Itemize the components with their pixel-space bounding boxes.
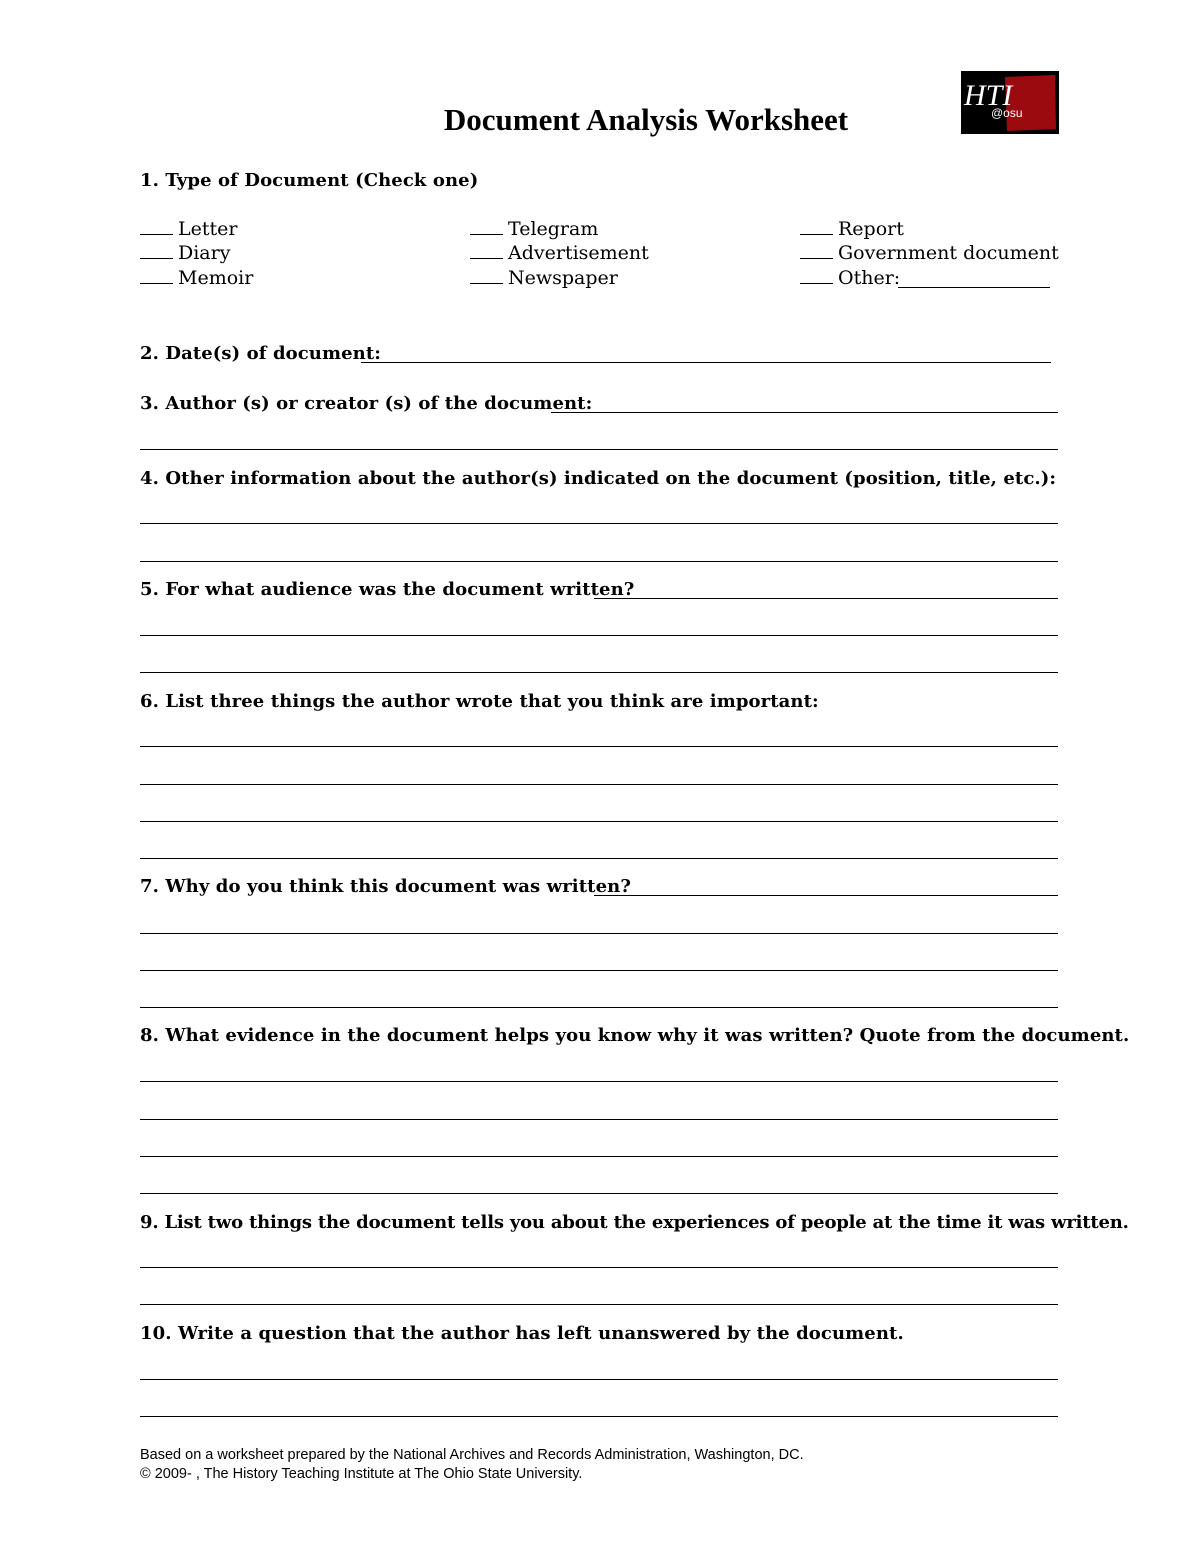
question-5-label: 5. For what audience was the document written? <box>140 579 635 600</box>
answer-line[interactable] <box>140 970 1058 971</box>
answer-line[interactable] <box>140 1267 1058 1268</box>
footer-copyright: © 2009- , The History Teaching Institute at The Ohio State University. <box>140 1466 583 1482</box>
answer-line[interactable] <box>140 1119 1058 1120</box>
answer-line[interactable] <box>140 449 1058 450</box>
answer-line[interactable] <box>140 1193 1058 1194</box>
check-blank[interactable] <box>470 220 503 235</box>
answer-line[interactable] <box>140 746 1058 747</box>
question-10-label: 10. Write a question that the author has left unanswered by the document. <box>140 1323 904 1344</box>
audience-answer-line[interactable] <box>594 598 1058 599</box>
answer-line[interactable] <box>140 784 1058 785</box>
question-4-label: 4. Other information about the author(s) indicated on the document (position, title, etc.): <box>140 468 1057 489</box>
question-6-label: 6. List three things the author wrote that you think are important: <box>140 691 819 712</box>
logo-text: HTI <box>964 79 1013 112</box>
answer-line[interactable] <box>140 523 1058 524</box>
answer-line[interactable] <box>140 561 1058 562</box>
answer-line[interactable] <box>140 1156 1058 1157</box>
option-letter[interactable]: Letter <box>140 218 237 240</box>
question-3-label: 3. Author (s) or creator (s) of the document: <box>140 393 593 414</box>
hti-logo <box>961 71 1059 134</box>
question-2-label: 2. Date(s) of document: <box>140 343 382 364</box>
option-report[interactable]: Report <box>800 218 904 240</box>
author-answer-line[interactable] <box>551 412 1058 413</box>
option-memoir[interactable]: Memoir <box>140 267 253 289</box>
check-blank[interactable] <box>140 220 173 235</box>
option-newspaper[interactable]: Newspaper <box>470 267 618 289</box>
option-other[interactable]: Other: <box>800 267 900 289</box>
check-blank[interactable] <box>800 269 833 284</box>
check-blank[interactable] <box>470 269 503 284</box>
page-title: Document Analysis Worksheet <box>443 102 849 137</box>
option-government-document[interactable]: Government document <box>800 242 1059 264</box>
check-blank[interactable] <box>800 220 833 235</box>
question-9-label: 9. List two things the document tells you about the experiences of people at the time it was written. <box>140 1212 1129 1233</box>
check-blank[interactable] <box>140 269 173 284</box>
option-advertisement[interactable]: Advertisement <box>470 242 649 264</box>
question-8-label: 8. What evidence in the document helps you know why it was written? Quote from the document. <box>140 1025 1130 1046</box>
answer-line[interactable] <box>140 1007 1058 1008</box>
answer-line[interactable] <box>140 858 1058 859</box>
logo-subtext: @osu <box>991 106 1023 120</box>
option-telegram[interactable]: Telegram <box>470 218 598 240</box>
answer-line[interactable] <box>140 1379 1058 1380</box>
why-answer-line[interactable] <box>594 895 1058 896</box>
answer-line[interactable] <box>140 821 1058 822</box>
check-blank[interactable] <box>800 244 833 259</box>
question-1-label: 1. Type of Document (Check one) <box>140 170 479 191</box>
answer-line[interactable] <box>140 1304 1058 1305</box>
date-answer-line[interactable] <box>361 362 1051 363</box>
answer-line[interactable] <box>140 672 1058 673</box>
check-blank[interactable] <box>470 244 503 259</box>
other-answer-line[interactable] <box>898 287 1050 288</box>
check-blank[interactable] <box>140 244 173 259</box>
answer-line[interactable] <box>140 933 1058 934</box>
footer-credit: Based on a worksheet prepared by the National Archives and Records Administration, Washington, DC. <box>140 1447 804 1463</box>
answer-line[interactable] <box>140 1081 1058 1082</box>
answer-line[interactable] <box>140 635 1058 636</box>
answer-line[interactable] <box>140 1416 1058 1417</box>
question-7-label: 7. Why do you think this document was written? <box>140 876 631 897</box>
option-diary[interactable]: Diary <box>140 242 230 264</box>
